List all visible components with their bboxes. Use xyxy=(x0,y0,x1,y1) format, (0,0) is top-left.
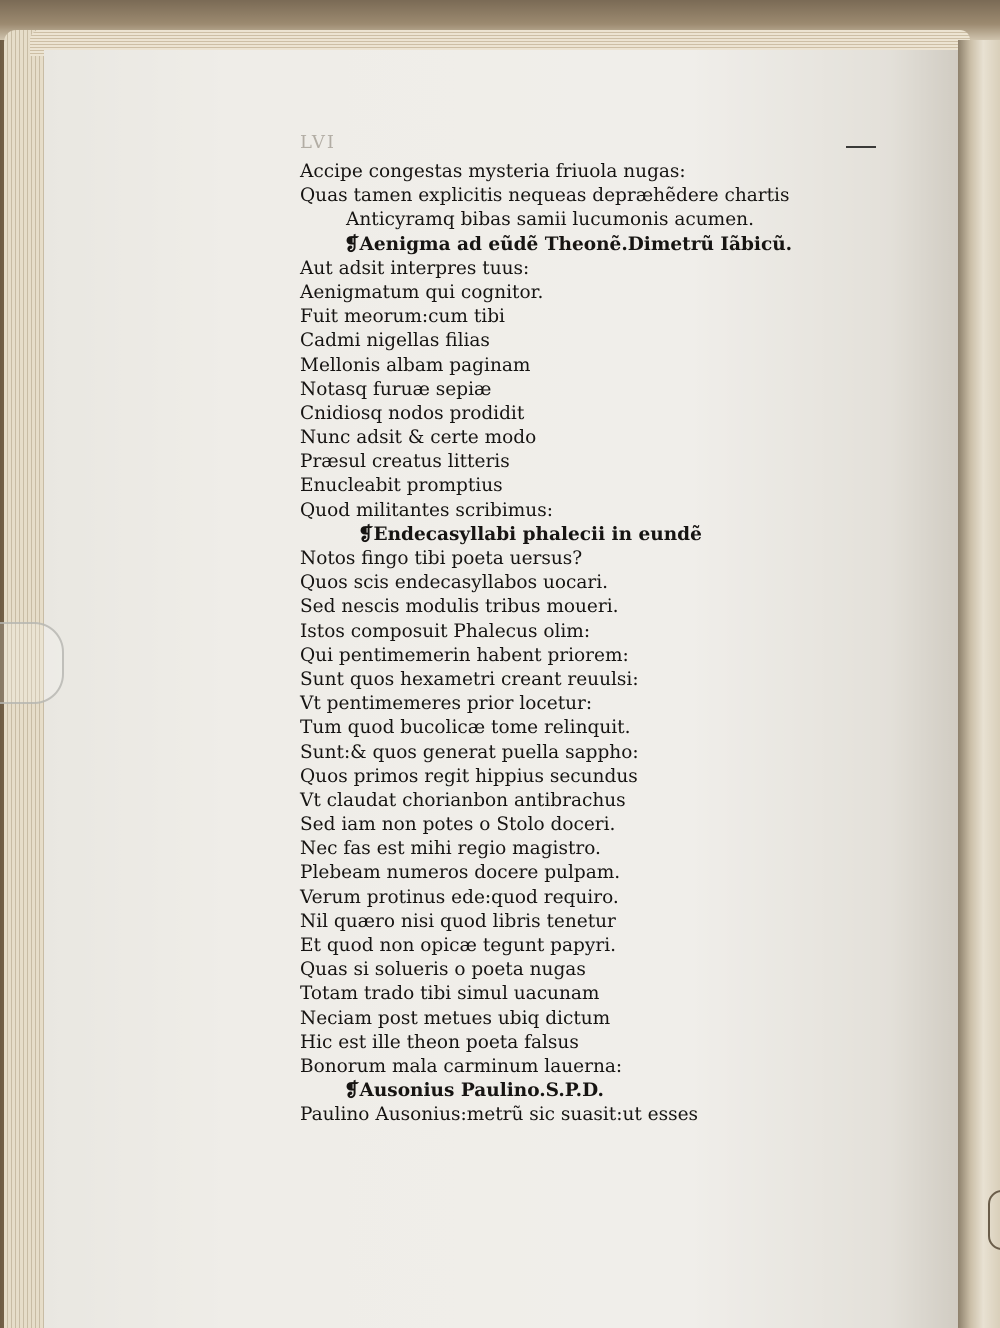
section-heading: ❡Aenigma ad eũdẽ Theonẽ.Dimetrũ Iãbicũ. xyxy=(344,233,793,255)
text-line: Præsul creatus litteris xyxy=(300,451,510,473)
text-line: Qui pentimemerin habent priorem: xyxy=(300,644,629,666)
page-clip xyxy=(0,622,64,704)
section-heading: ❡Ausonius Paulino.S.P.D. xyxy=(344,1080,604,1102)
text-line: Fuit meorum:cum tibi xyxy=(300,306,505,328)
text-line: Totam trado tibi simul uacunam xyxy=(300,983,600,1005)
text-line: Notos fingo tibi poeta uersus? xyxy=(300,548,583,569)
text-line: Enucleabit promptius xyxy=(300,475,503,497)
text-line: Istos composuit Phalecus olim: xyxy=(300,620,591,642)
text-line: Aut adsit interpres tuus: xyxy=(300,257,530,279)
text-line: Vt claudat chorianbon antibrachus xyxy=(300,789,626,811)
folio-number: LVI xyxy=(300,132,336,153)
text-line: Sed iam non potes o Stolo doceri. xyxy=(300,814,616,836)
text-line: Quod militantes scribimus: xyxy=(300,499,553,521)
text-line: Cnidiosq nodos prodidit xyxy=(300,402,525,424)
text-line: Neciam post metues ubiq dictum xyxy=(300,1007,611,1029)
book-gutter xyxy=(958,40,1000,1328)
text-line: Quas si solueris o poeta nugas xyxy=(300,959,586,981)
text-line: Accipe congestas mysteria friuola nugas: xyxy=(300,161,686,182)
text-line: Paulino Ausonius:metrũ sic suasit:ut esses xyxy=(300,1104,699,1126)
text-line: Hic est ille theon poeta falsus xyxy=(300,1031,579,1053)
text-line: Notasq furuæ sepiæ xyxy=(300,378,492,400)
text-block xyxy=(300,160,820,1128)
text-line: Anticyramq bibas samii lucumonis acumen. xyxy=(346,209,754,231)
text-line: Mellonis albam paginam xyxy=(300,354,531,376)
text-line: Et quod non opicæ tegunt papyri. xyxy=(300,935,616,956)
text-line: Tum quod bucolicæ tome relinquit. xyxy=(300,717,631,739)
text-line: Sunt:& quos generat puella sappho: xyxy=(300,741,639,763)
text-line: Aenigmatum qui cognitor. xyxy=(300,281,544,303)
binding-clasp xyxy=(988,1190,1000,1250)
text-line: Nec fas est mihi regio magistro. xyxy=(300,838,601,860)
text-line: Quos scis endecasyllabos uocari. xyxy=(300,572,609,594)
text-line: Plebeam numeros docere pulpam. xyxy=(300,862,621,884)
text-line: Cadmi nigellas filias xyxy=(300,330,490,352)
text-line: Bonorum mala carminum lauerna: xyxy=(300,1055,623,1077)
text-line: Vt pentimemeres prior locetur: xyxy=(300,693,593,715)
text-line: Quas tamen explicitis nequeas depræhẽdere chartis xyxy=(300,185,790,207)
text-line: Nil quæro nisi quod libris tenetur xyxy=(300,910,616,932)
text-line: Sunt quos hexametri creant reuulsi: xyxy=(300,668,639,690)
corner-mark xyxy=(846,146,876,148)
text-line: Quos primos regit hippius secundus xyxy=(300,765,638,787)
text-line: Nunc adsit & certe modo xyxy=(300,427,537,449)
section-heading: ❡Endecasyllabi phalecii in eundẽ xyxy=(358,523,702,545)
text-line: Sed nescis modulis tribus moueri. xyxy=(300,596,619,618)
text-line: Verum protinus ede:quod requiro. xyxy=(300,886,619,908)
